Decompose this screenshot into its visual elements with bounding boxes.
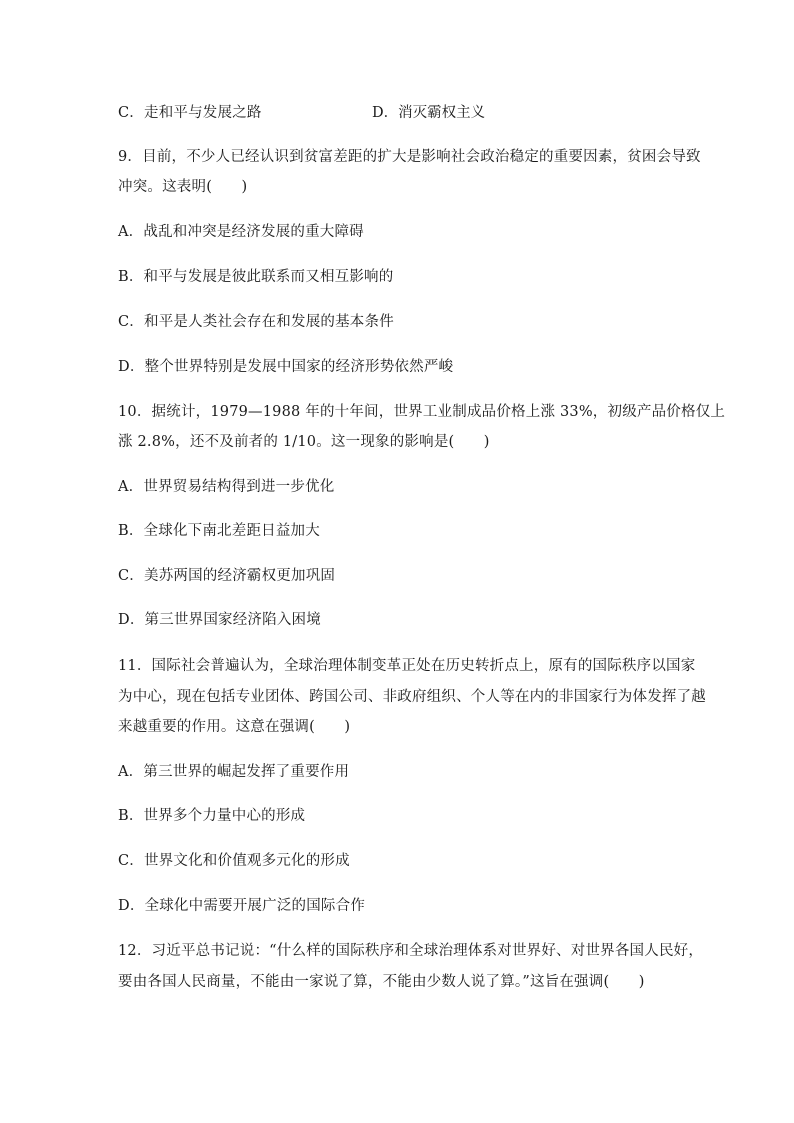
q11-option-b: B．世界多个力量中心的形成: [118, 808, 306, 824]
q12-stem-line1: 12．习近平总书记说：“什么样的国际秩序和全球治理体系对世界好、对世界各国人民好，: [118, 943, 704, 959]
q11-stem-line3: 来越重要的作用。这意在强调( ): [118, 719, 351, 735]
q10-option-b: B．全球化下南北差距日益加大: [118, 523, 320, 539]
q11-stem-line1: 11．国际社会普遍认为，全球治理体制变革正处在历史转折点上，原有的国际秩序以国家: [118, 658, 696, 674]
q9-stem-line2: 冲突。这表明( ): [118, 179, 248, 195]
q10-option-c: C．美苏两国的经济霸权更加巩固: [118, 568, 336, 584]
q9-stem-line1: 9．目前，不少人已经认识到贫富差距的扩大是影响社会政治稳定的重要因素，贫困会导致: [118, 149, 701, 165]
q10-option-a: A．世界贸易结构得到进一步优化: [118, 479, 335, 495]
q10-stem-line2: 涨 2.8%，还不及前者的 1/10。这一现象的影响是( ): [118, 434, 490, 450]
q8-option-d: D．消灭霸权主义: [372, 105, 486, 121]
q11-option-a: A．第三世界的崛起发挥了重要作用: [118, 764, 350, 780]
q9-option-d: D．整个世界特别是发展中国家的经济形势依然严峻: [118, 359, 454, 375]
q9-option-b: B．和平与发展是彼此联系而又相互影响的: [118, 269, 394, 285]
q11-option-c: C．世界文化和价值观多元化的形成: [118, 853, 350, 869]
q8-option-c: C．走和平与发展之路: [118, 105, 262, 121]
q9-option-c: C．和平是人类社会存在和发展的基本条件: [118, 314, 394, 330]
q9-option-a: A．战乱和冲突是经济发展的重大障碍: [118, 224, 364, 240]
q10-option-d: D．第三世界国家经济陷入困境: [118, 612, 321, 628]
q12-stem-line2: 要由各国人民商量，不能由一家说了算，不能由少数人说了算。”这旨在强调( ): [118, 974, 645, 990]
q10-stem-line1: 10．据统计，1979—1988 年的十年间，世界工业制成品价格上涨 33%，初级产品价格仅上: [118, 404, 726, 420]
q11-stem-line2: 为中心，现在包括专业团体、跨国公司、非政府组织、个人等在内的非国家行为体发挥了越: [118, 689, 706, 705]
q11-option-d: D．全球化中需要开展广泛的国际合作: [118, 898, 366, 914]
